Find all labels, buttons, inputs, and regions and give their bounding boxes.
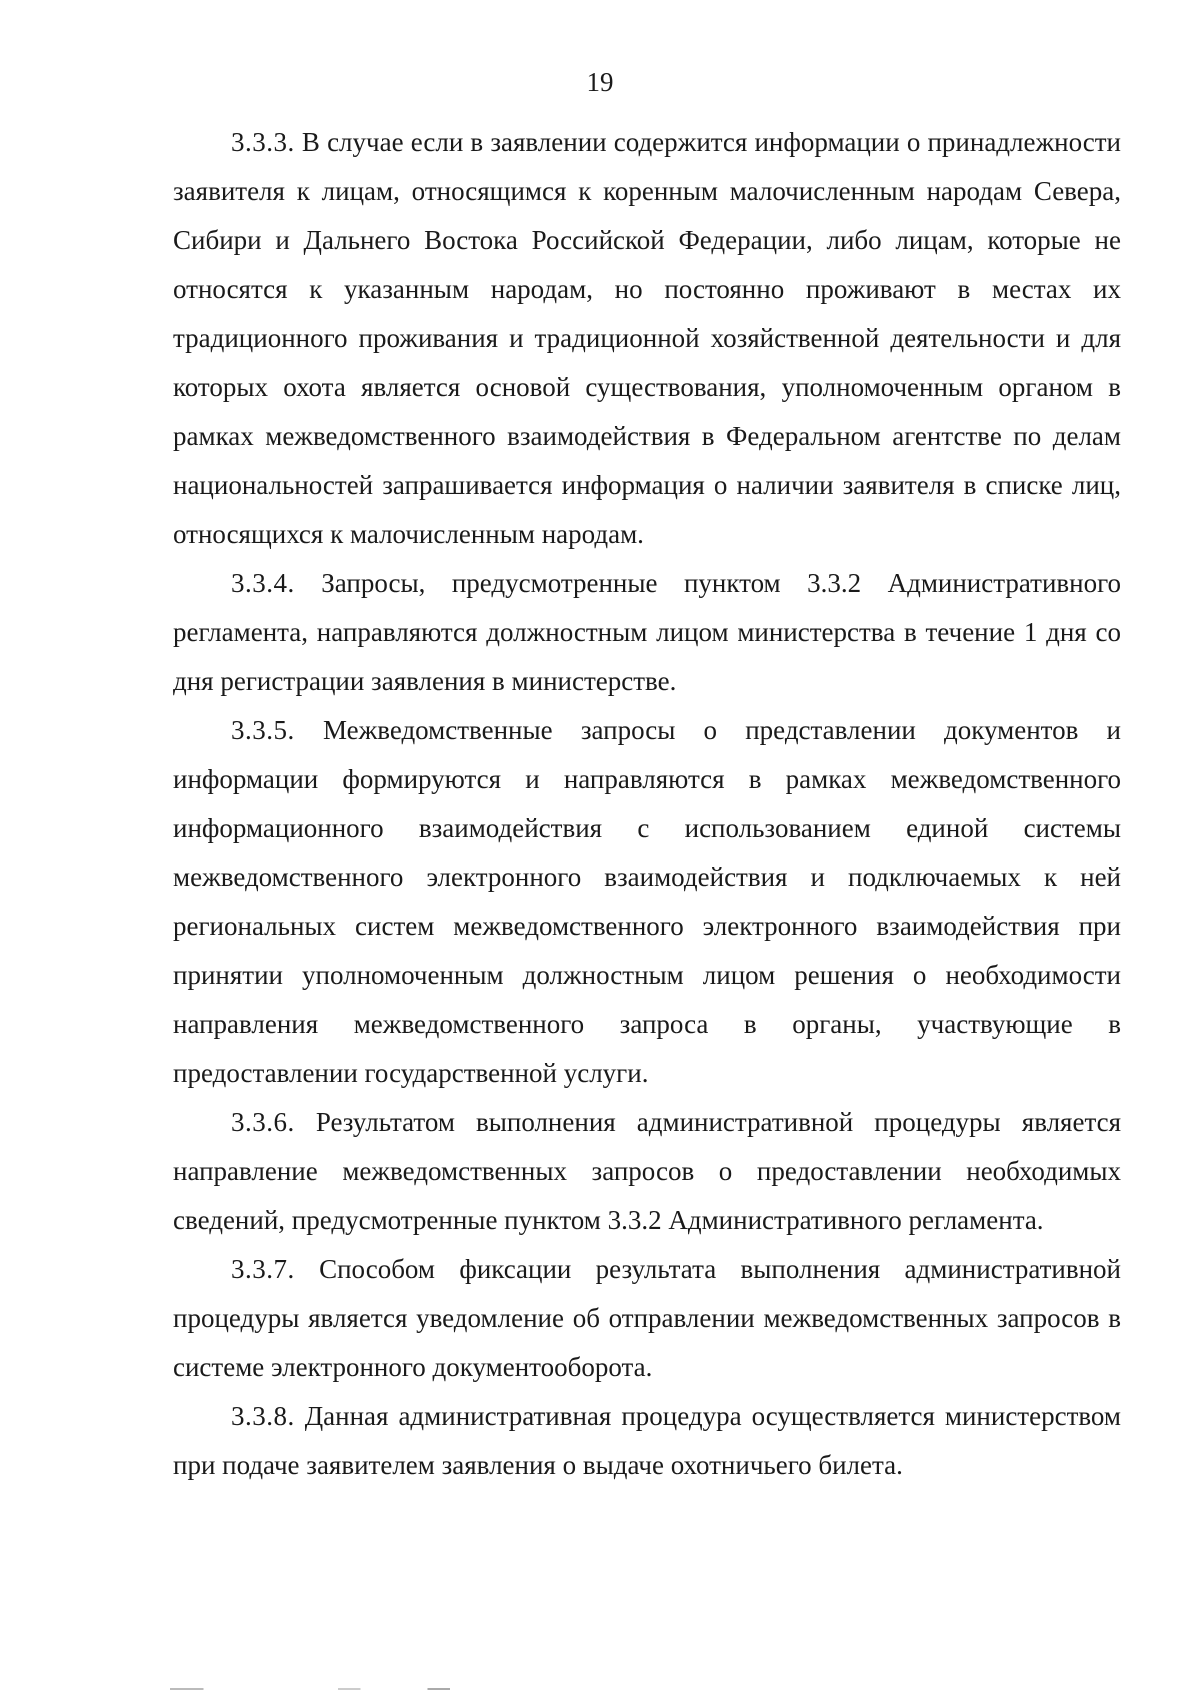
paragraph-text: Способом фиксации результата выполнения административной процедуры является уведомление об отправлении межведомственных запросов в системе электронного документооборота. <box>173 1254 1122 1382</box>
page-number: 19 <box>586 67 614 97</box>
paragraph-number: 3.3.5. <box>231 715 295 745</box>
document-body <box>173 118 1121 1490</box>
paragraph-3-3-8 <box>173 1392 1121 1490</box>
paragraph-3-3-4 <box>173 559 1121 706</box>
paragraph-number: 3.3.8. <box>231 1401 295 1431</box>
paragraph-3-3-3 <box>173 118 1121 559</box>
paragraph-3-3-6 <box>173 1098 1121 1245</box>
paragraph-number: 3.3.4. <box>231 568 295 598</box>
paragraph-text: В случае если в заявлении содержится информации о принадлежности заявителя к лицам, относящимся к коренным малочисленным народам Севера, Сибири и Дальнего Востока Российской Федерации, либо лицам, которые не относятся к указанным народам, но постоянно проживают в местах их традиционного проживания и традиционной хозяйственной деятельности и для которых охота является основой существования, уполномоченным органом в рамках межведомственного взаимодействия в Федеральном агентстве по делам национальностей запрашивается информация о наличии заявителя в списке лиц, относящихся к малочисленным народам. <box>173 127 1122 549</box>
paragraph-text: Запросы, предусмотренные пунктом 3.3.2 Административного регламента, направляются должностным лицом министерства в течение 1 дня со дня регистрации заявления в министерстве. <box>173 568 1121 696</box>
scan-edge-artifact <box>170 1688 730 1690</box>
paragraph-text: Данная административная процедура осуществляется министерством при подаче заявителем заявления о выдаче охотничьего билета. <box>173 1401 1122 1480</box>
paragraph-text: Результатом выполнения административной процедуры является направление межведомственных запросов о предоставлении необходимых сведений, предусмотренные пунктом 3.3.2 Административного регламента. <box>173 1107 1121 1235</box>
paragraph-number: 3.3.6. <box>231 1107 295 1137</box>
paragraph-text: Межведомственные запросы о представлении документов и информации формируются и направляются в рамках межведомственного информационного взаимодействия с использованием единой системы межведомственного электронного взаимодействия и подключаемых к ней региональных систем межведомственного электронного взаимодействия при принятии уполномоченным должностным лицом решения о необходимости направления межведомственного запроса в органы, участвующие в предоставлении государственной услуги. <box>173 715 1121 1088</box>
paragraph-number: 3.3.7. <box>231 1254 295 1284</box>
paragraph-3-3-7 <box>173 1245 1121 1392</box>
paragraph-number: 3.3.3. <box>231 127 295 157</box>
paragraph-3-3-5 <box>173 706 1121 1098</box>
